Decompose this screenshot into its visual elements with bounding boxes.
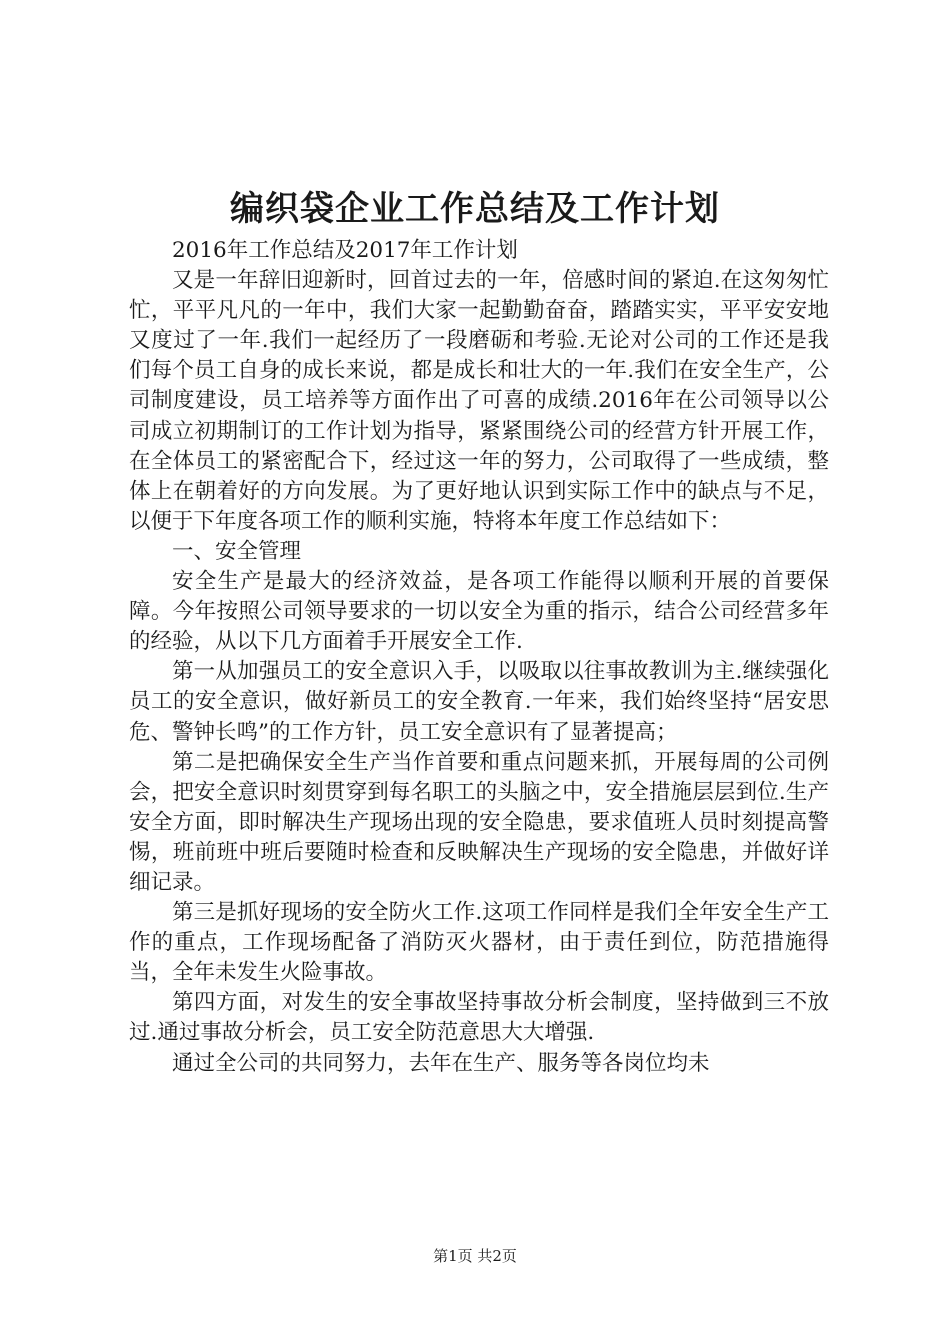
safety-paragraph: 安全生产是最大的经济效益，是各项工作能得以顺利开展的首要保障。今年按照公司领导要求的一切以安全为重的指示，结合公司经营多年的经验，从以下几方面着手开展安全工作. <box>129 569 829 655</box>
point-one-paragraph: 第一从加强员工的安全意识入手，以吸取以往事故教训为主.继续强化员工的安全意识，做好新员工的安全教育.一年来，我们始终坚持“居安思危、警钟长鸣”的工作方针，员工安全意识有了显著提高； <box>129 659 829 745</box>
document-body <box>129 236 829 1079</box>
point-two-paragraph: 第二是把确保安全生产当作首要和重点问题来抓，开展每周的公司例会，把安全意识时刻贯穿到每名职工的头脑之中，安全措施层层到位.生产安全方面，即时解决生产现场出现的安全隐患，要求值班人员时刻提高警惕，班前班中班后要随时检查和反映解决生产现场的安全隐患，并做好详细记录。 <box>129 749 829 895</box>
section-heading-safety: 一、安全管理 <box>172 538 302 564</box>
point-three-paragraph: 第三是抓好现场的安全防火工作.这项工作同样是我们全年安全生产工作的重点，工作现场配备了消防灭火器材，由于责任到位，防范措施得当，全年未发生火险事故。 <box>129 900 829 986</box>
intro-paragraph: 又是一年辞旧迎新时，回首过去的一年，倍感时间的紧迫.在这匆匆忙忙，平平凡凡的一年中，我们大家一起勤勤奋奋，踏踏实实，平平安安地又度过了一年.我们一起经历了一段磨砺和考验.无论对公司的工作还是我们每个员工自身的成长来说，都是成长和壮大的一年.我们在安全生产，公司制度建设，员工培养等方面作出了可喜的成绩.2016年在公司领导以公司成立初期制订的工作计划为指导，紧紧围绕公司的经营方针开展工作，在全体员工的紧密配合下，经过这一年的努力，公司取得了一些成绩，整体上在朝着好的方向发展。为了更好地认识到实际工作中的缺点与不足，以便于下年度各项工作的顺利实施，特将本年度工作总结如下： <box>129 268 829 534</box>
closing-paragraph: 通过全公司的共同努力，去年在生产、服务等各岗位均未 <box>172 1050 710 1076</box>
subtitle-paragraph: 2016年工作总结及2017年工作计划 <box>172 238 518 263</box>
point-four-paragraph: 第四方面，对发生的安全事故坚持事故分析会制度，坚持做到三不放过.通过事故分析会，员工安全防范意思大大增强. <box>129 990 829 1046</box>
page-footer: 第1页 共2页 <box>433 1247 517 1265</box>
document-title: 编织袋企业工作总结及工作计划 <box>230 189 720 229</box>
